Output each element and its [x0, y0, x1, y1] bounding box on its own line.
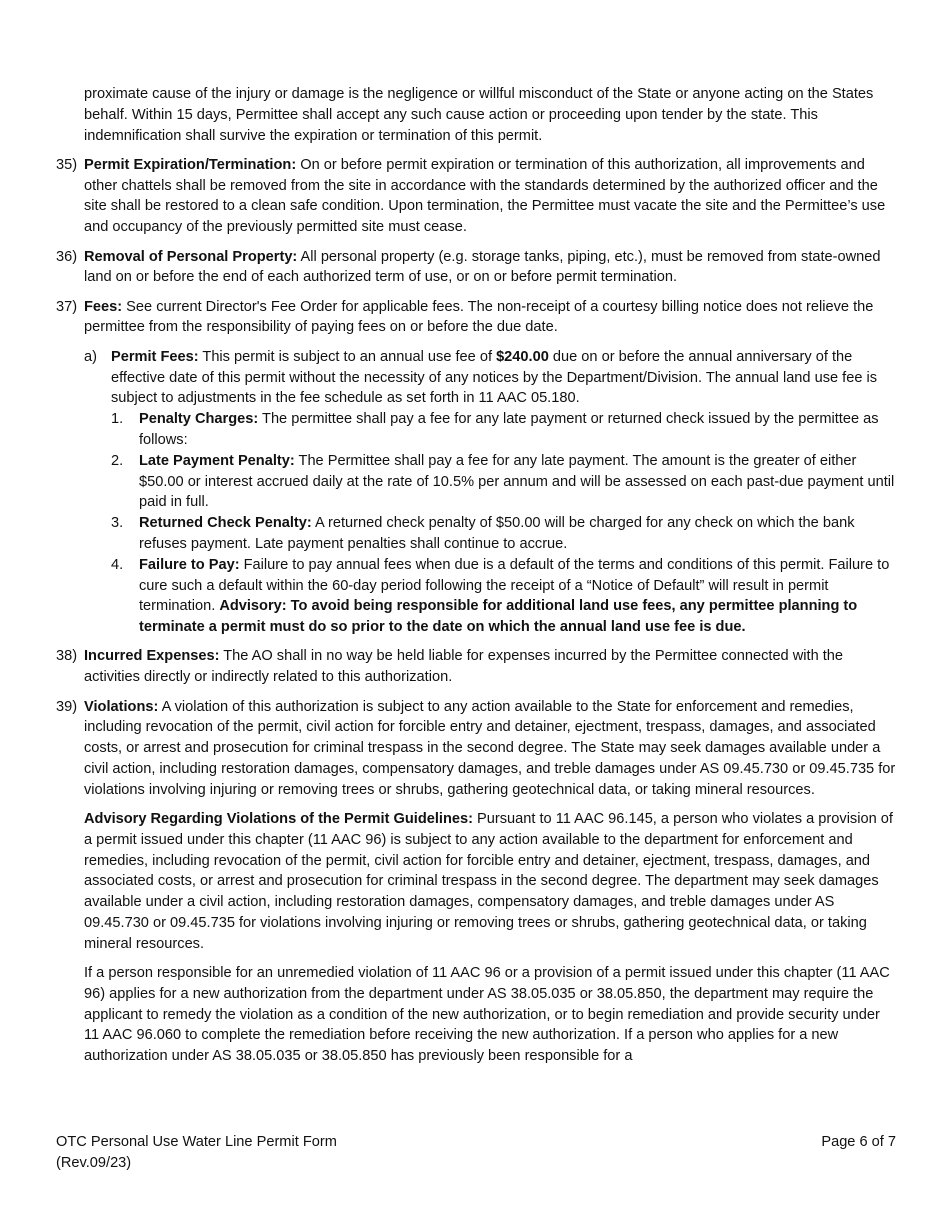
- list-item-text: A returned check penalty of $50.00 will be charged for any check on which the bank refuses payment. Late payment penalties shall continue to accrue.: [139, 515, 855, 552]
- list-item-title: Returned Check Penalty:: [139, 515, 312, 532]
- list-item: [111, 513, 896, 555]
- clause-text: All personal property (e.g. storage tanks, piping, etc.), must be removed from state-owned land on or before the end of each authorized term of use, or on or before permit termination.: [84, 248, 881, 286]
- advisory-text: Advisory: To avoid being responsible for additional land use fees, any permittee planning to terminate a permit must do so prior to the date on which the annual land use fee is due.: [139, 598, 858, 636]
- page-number: Page 6 of 7: [821, 1134, 896, 1150]
- form-revision: (Rev.09/23): [56, 1154, 132, 1171]
- advisory-paragraph: [84, 809, 896, 955]
- list-item: [111, 409, 896, 451]
- clause-number: 36): [56, 248, 78, 265]
- clause-text: On or before permit expiration or termination of this authorization, all improvements and other chattels shall be removed from the site in accordance with the standards determined by the authorized officer and the site shall be restored to a clean safe condition. Upon termination, the Permittee must vacate the site and the Permittee’s use and occupancy of the previously permitted site must cease.: [84, 156, 886, 236]
- list-number: 2.: [111, 452, 124, 469]
- list-item-text: The permittee shall pay a fee for any late payment or returned check issued by the permittee as follows:: [139, 411, 879, 448]
- advisory-title: Advisory Regarding Violations of the Permit Guidelines:: [84, 811, 473, 827]
- list-item-title: Late Payment Penalty:: [139, 452, 295, 469]
- clause-38: [56, 646, 896, 688]
- remedy-paragraph: If a person responsible for an unremedied violation of 11 AAC 96 or a provision of a permit issued under this chapter (11 AAC 96) applies for a new authorization from the department under AS 38.05.035 or 38.05.850, the department may require the applicant to remedy the violation as a condition of the new authorization, or to begin remediation and provide security under 11 AAC 96.060 to complete the remediation before receiving the new authorization. If a person who applies for a new authorization under AS 38.05.035 or 38.05.850 has previously been responsible for a: [84, 965, 890, 1065]
- clause-title: Fees:: [84, 298, 123, 315]
- list-item-title: Failure to Pay:: [139, 556, 240, 573]
- page-footer: [56, 1132, 896, 1174]
- list-item: [111, 451, 896, 513]
- subclause-text-after: due on or before the annual anniversary of the effective date of this permit without the necessity of any notices by the Department/Division. The annual land use fee is subject to adjustments in the fee schedule as set forth in 11 AAC 05.180.: [111, 348, 878, 407]
- clause-36: [56, 247, 896, 289]
- permit-fees-subclause: [56, 347, 896, 409]
- clause-number: 39): [56, 698, 78, 715]
- clause-number: 38): [56, 648, 78, 665]
- clause-title: Removal of Personal Property:: [84, 248, 298, 265]
- clause-text: See current Director's Fee Order for applicable fees. The non-receipt of a courtesy billing notice does not relieve the permittee from the responsibility of paying fees on or before the due date.: [84, 298, 874, 336]
- continuation-paragraph: proximate cause of the injury or damage is the negligence or willful misconduct of the State or anyone acting on the States behalf. Within 15 days, Permittee shall accept any such cause action or proceeding upon tender by the state. This indemnification shall survive the expiration or termination of this permit.: [84, 86, 874, 144]
- clause-title: Violations:: [84, 698, 159, 715]
- clause-35: [56, 155, 896, 238]
- list-number: 1.: [111, 411, 124, 428]
- list-item-text: The Permittee shall pay a fee for any late payment. The amount is the greater of either $50.00 or interest accrued daily at the rate of 10.5% per annum and will be assessed on each past-due payment until paid in full.: [139, 452, 895, 511]
- subclause-text-before: This permit is subject to an annual use fee of: [198, 348, 497, 365]
- clause-number: 35): [56, 156, 78, 173]
- clause-title: Permit Expiration/Termination:: [84, 156, 297, 173]
- subclause-title: Permit Fees:: [111, 348, 199, 365]
- advisory-body: Pursuant to 11 AAC 96.145, a person who violates a provision of a permit issued under this chapter (11 AAC 96) is subject to any action available to the department for enforcement and remedies, including revocation of the permit, civil action for forcible entry and detainer, ejectment, trespass, damages, and associated costs, or arrest and prosecution for criminal trespass in the second degree. The department may seek damages available under a civil action, including restoration damages, compensatory damages, and treble damages under AS 09.45.730 or 09.45.735 for violations involving injuring or removing trees or shrubs, gathering geotechnical data, or taking mineral resources.: [84, 811, 893, 952]
- list-number: 4.: [111, 556, 124, 573]
- annual-fee-amount: $240.00: [496, 348, 549, 365]
- list-item-text: Failure to pay annual fees when due is a default of the terms and conditions of this permit. Failure to cure such a default within the 60-day period following the receipt of a “Notice of Default” will result in permit termination.: [139, 556, 890, 615]
- clause-39: [56, 697, 896, 801]
- subclause-letter: a): [84, 348, 97, 365]
- clause-37: [56, 297, 896, 339]
- list-number: 3.: [111, 515, 124, 532]
- clause-title: Incurred Expenses:: [84, 648, 220, 665]
- penalty-list: [111, 409, 896, 638]
- form-name: OTC Personal Use Water Line Permit Form: [56, 1134, 337, 1150]
- clause-text: The AO shall in no way be held liable for expenses incurred by the Permittee connected with the activities directly or indirectly related to this authorization.: [84, 648, 844, 686]
- clause-text: A violation of this authorization is subject to any action available to the State for enforcement and remedies, including revocation of the permit, civil action for forcible entry and detainer, ejectment, trespass, damages, and associated costs, or arrest and prosecution for criminal trespass in the second degree. The State may seek damages available under a civil action, including restoration damages, compensatory damages, and treble damages under AS 09.45.730 or 09.45.735 for violations involving injuring or removing trees or shrubs, gathering geotechnical data, or taking mineral resources.: [84, 698, 896, 798]
- document-body: [56, 84, 896, 1076]
- clause-number: 37): [56, 298, 78, 315]
- list-item: [111, 555, 896, 638]
- list-item-title: Penalty Charges:: [139, 411, 259, 428]
